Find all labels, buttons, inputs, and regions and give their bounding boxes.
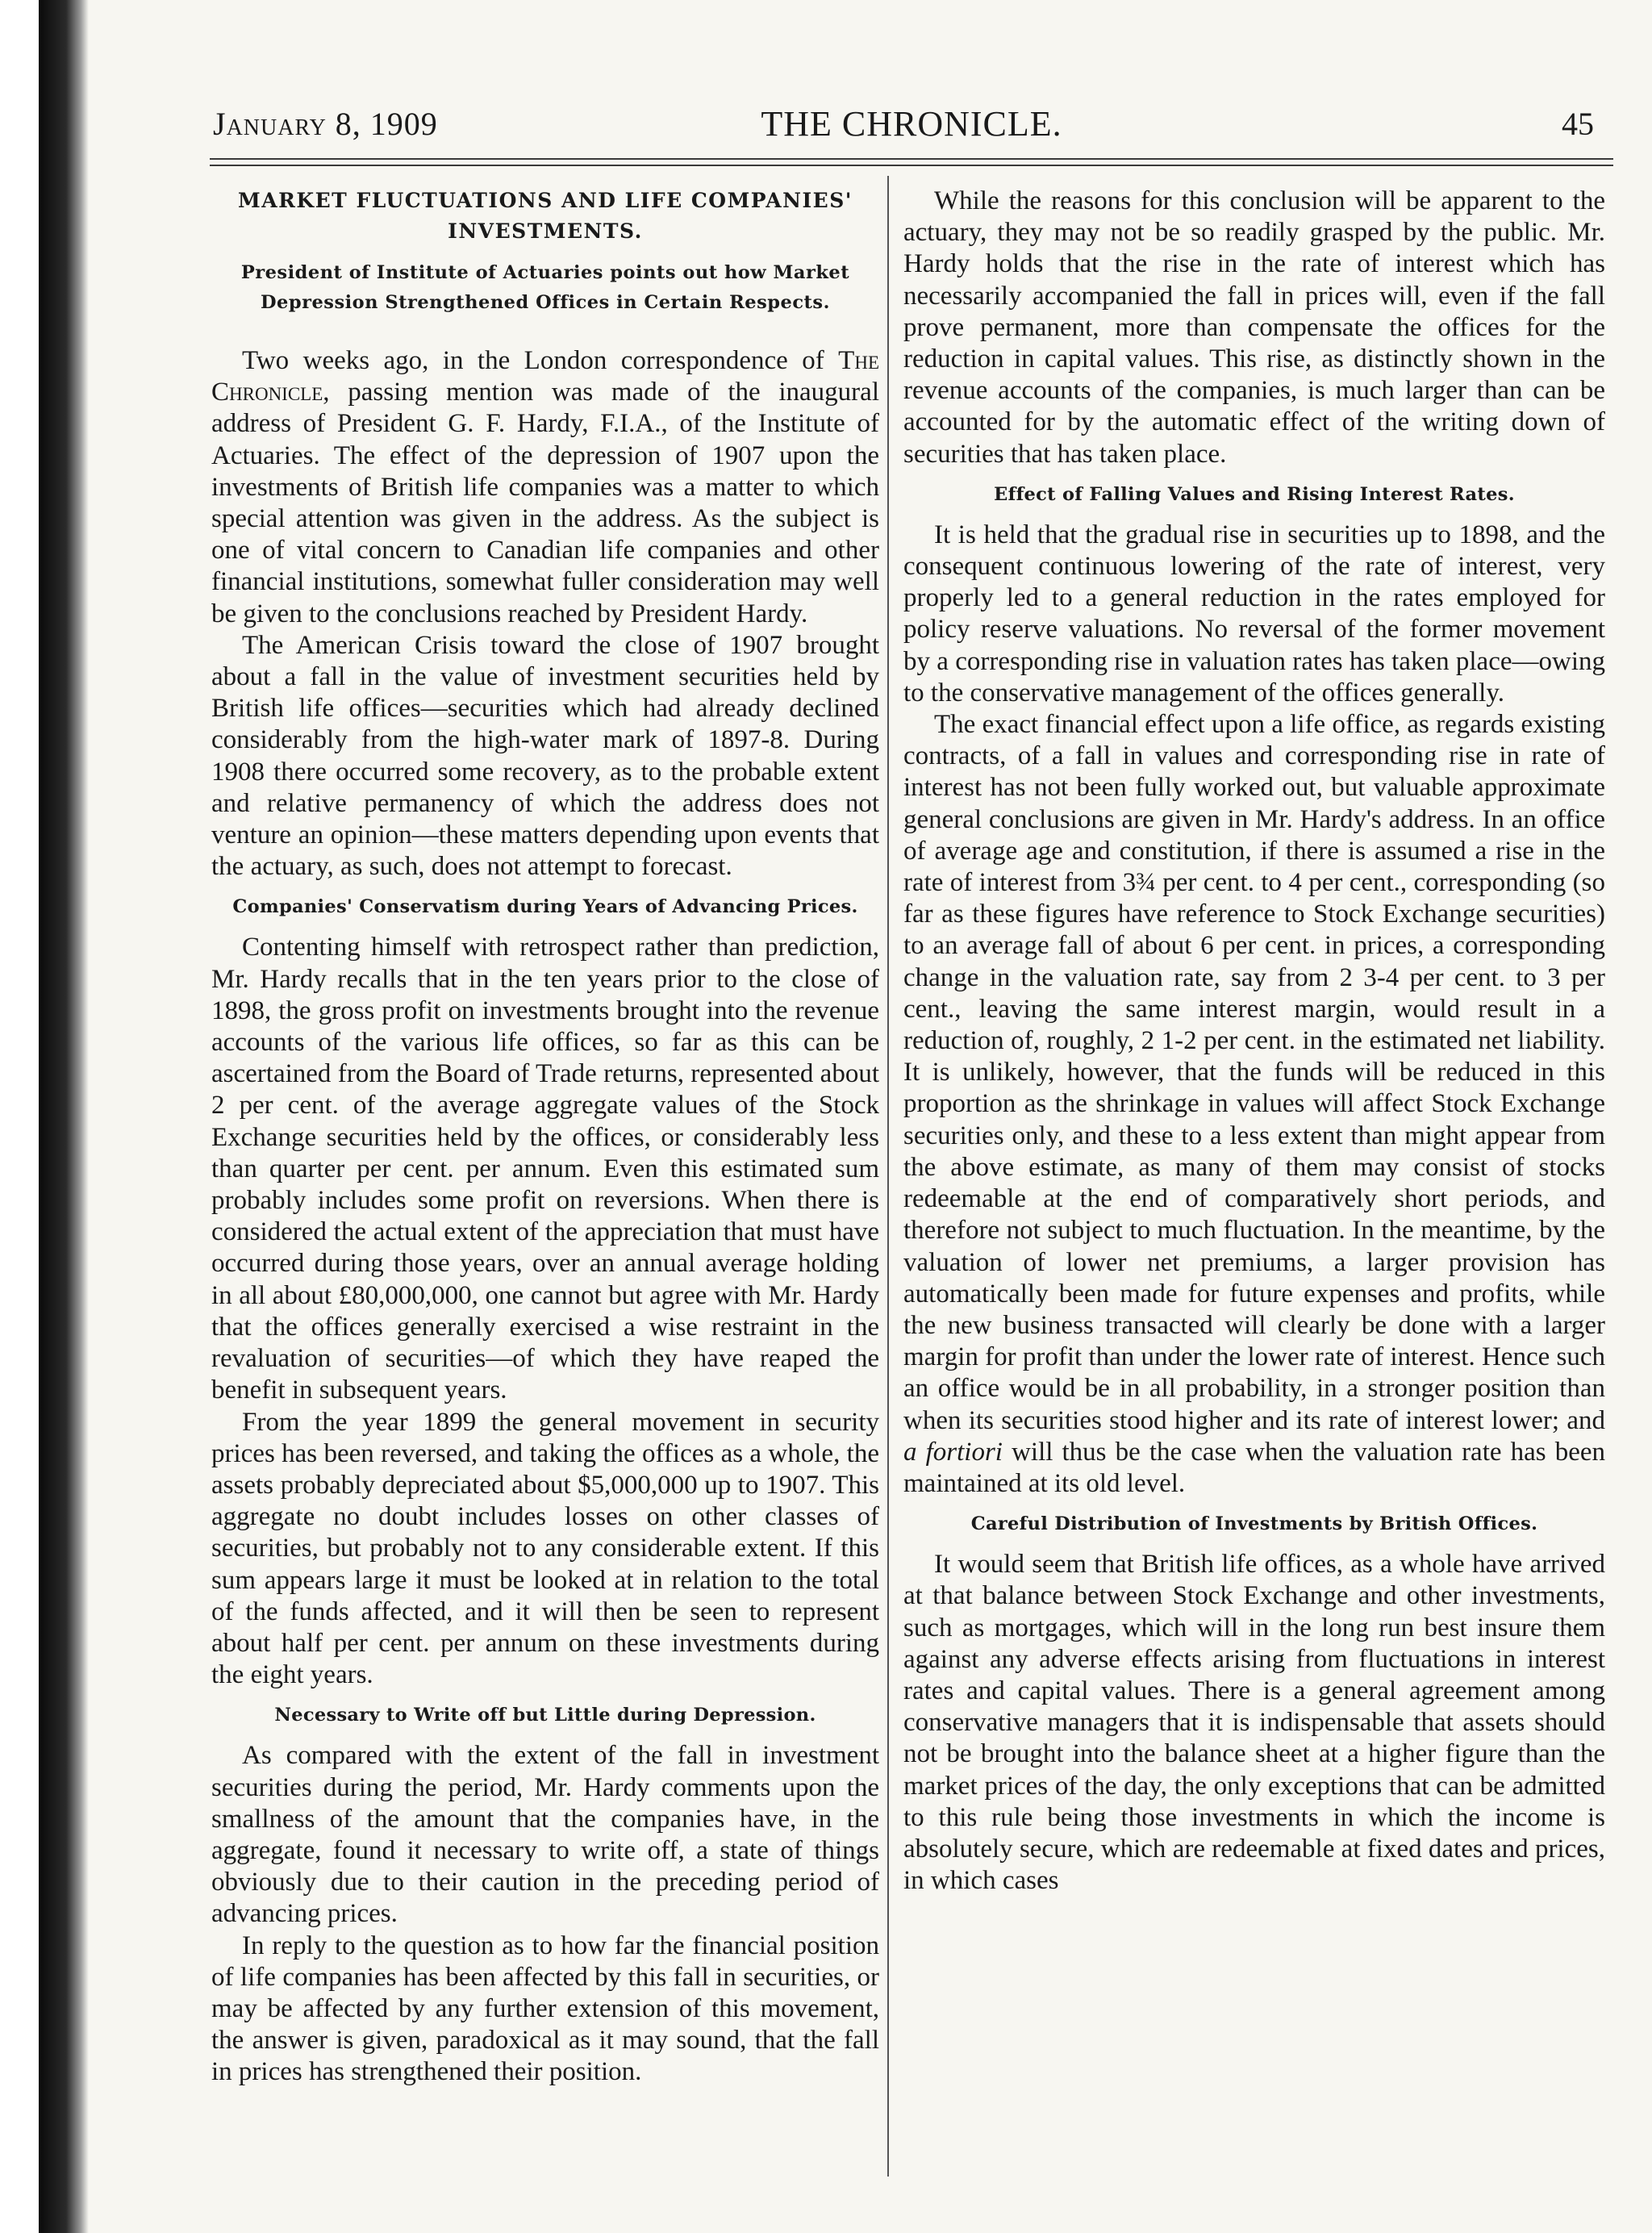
paragraph-2: The American Crisis toward the close of 1907 brought about a fall in the value of investment securities held by British life offices—securities which had already declined considerably from the high-water mark of 1897-8. During 1908 there occurred some recovery, as to the probable extent and relative permanency of which the address does not venture an opinion—these matters depending upon events that the actuary, as such, does not attempt to forecast. — [211, 630, 879, 882]
paragraph-9-end: will thus be the case when the valuation rate has been maintained at its old level. — [903, 1437, 1606, 1498]
column-left — [211, 186, 879, 2089]
column-right — [903, 186, 1605, 1897]
paragraph-1-start: Two weeks ago, in the London correspondence of — [242, 346, 839, 375]
paragraph-3: Contenting himself with retrospect rather than prediction, Mr. Hardy recalls that in the ten years prior to the close of 1898, the gross profit on investments brought into the revenue accounts of the various life offices, so far as this can be ascertained from the Board of Trade returns, represented about 2 per cent. of the average aggregate values of the Stock Exchange securities held by the offices, or considerably less than quarter per cent. per annum. Even this estimated sum probably includes some profit on reversions. When there is considered the actual extent of the appreciation that must have occurred during those years, over an annual average holding in all about £80,000,000, one cannot but agree with Mr. Hardy that the offices generally exercised a wise restraint in the revaluation of securities—of which they have reaped the benefit in subsequent years. — [211, 933, 879, 1405]
spacer — [211, 318, 879, 345]
paragraph-10: It would seem that British life offices, as a whole have arrived at that balance between Stock Exchange and other investments, such as mortgages, which will in the long run best insure them against any adverse effects arising from fluctuations in interest rates and capital values. There is a general agreement among conservative managers that it is indispensable that assets should not be brought into the balance sheet at a higher figure than the market prices of the day, the only exceptions that can be admitted to this rule being those investments in which the income is absolutely secure, which are redeemable at fixed dates and prices, in which cases — [903, 1550, 1605, 1896]
publication-title: THE CHRONICLE. — [761, 104, 1062, 144]
article-subtitle: President of Institute of Actuaries points out how Market Depression Strengthened Offices in Certain Respects. — [240, 262, 850, 313]
section-heading-conservatism: Companies' Conservatism during Years of Advancing Prices. — [232, 896, 858, 918]
paragraph-7: While the reasons for this conclusion will be apparent to the actuary, they may not be so readily grasped by the public. Mr. Hardy holds that the rise in the rate of interest which has necessarily accompanied the fall in prices will, even if the fall prove permanent, more than compensate the offices for the reduction in capital values. This rise, as distinctly shown in the revenue accounts of the companies, is much larger than can be accounted for by the automatic effect of the writing down of securities that has taken place. — [903, 186, 1605, 469]
page-binding-edge — [39, 0, 89, 2233]
latin-phrase: a fortiori — [903, 1437, 1003, 1467]
section-heading-write-off: Necessary to Write off but Little during Depression. — [274, 1705, 816, 1726]
paragraph-5: As compared with the extent of the fall in investment securities during the period, Mr. Hardy comments upon the smallness of the amount that the companies have, in the aggregate, found it necessary to write off, a state of things obviously due to their caution in the preceding period of advancing prices. — [211, 1741, 879, 1929]
issue-date: January 8, 1909 — [213, 106, 438, 142]
paragraph-1 — [211, 345, 879, 630]
column-divider — [887, 176, 889, 2177]
page-number: 45 — [1562, 106, 1594, 142]
paragraph-4: From the year 1899 the general movement in security prices has been reversed, and taking the offices as a whole, the assets probably depreciated about $5,000,000 up to 1907. This aggregate no doubt includes losses on other classes of securities, but probably not to any considerable extent. If this sum appears large it must be looked at in relation to the total of the funds affected, and it will then be seen to represent about half per cent. per annum on these investments during the eight years. — [211, 1407, 879, 1690]
paragraph-9 — [903, 709, 1605, 1500]
paragraph-6: In reply to the question as to how far the financial position of life companies has been affected by this fall in securities, or may be affected by any further extension of this movement, the answer is given, paradoxical as it may sound, that the fall in prices has strengthened their position. — [211, 1930, 879, 2087]
paragraph-9-start: The exact financial effect upon a life office, as regards existing contracts, of a fall in values and corresponding rise in rate of interest has not been fully worked out, but valuable approximate general conclusions are given in Mr. Hardy's address. In an office of average age and constitution, if there is assumed a rise in the rate of interest from 3¾ per cent. to 4 per cent., corresponding (so far as these figures have reference to Stock Exchange securities) to an average fall of about 6 per cent. in prices, a corresponding change in the valuation rate, say from 2 3-4 per cent. to 3 per cent., leaving the same interest margin, would result in a reduction of, roughly, 2 1-2 per cent. in the estimated net liability. It is unlikely, however, that the funds will be reduced in this proportion as the shrinkage in values will affect Stock Exchange securities only, and these to a less extent than might appear from the above estimate, as many of them may consist of stocks redeemable at the end of comparatively short periods, and therefore not subject to much fluctuation. In the meantime, by the valuation of lower net premiums, a larger provision has automatically been made for future expenses and profits, while the new business transacted will clearly be done with a larger margin for profit than under the lower rate of interest. Hence such an office would be in all probability, in a stronger position than when its securities stood higher and its rate of interest lower; and — [903, 710, 1605, 1435]
article-title: MARKET FLUCTUATIONS AND LIFE COMPANIES' INVESTMENTS. — [238, 189, 853, 243]
header-rule — [210, 158, 1613, 166]
section-heading-interest-rates: Effect of Falling Values and Rising Interest Rates. — [994, 483, 1515, 505]
newspaper-page — [39, 0, 1652, 2233]
section-heading-distribution: Careful Distribution of Investments by British Offices. — [970, 1513, 1538, 1535]
paragraph-8: It is held that the gradual rise in securities up to 1898, and the consequent continuous lowering of the rate of interest, very properly led to a general reduction in the rates employed for policy reserve valuations. No reversal of the former movement by a corresponding rise in valuation rates has taken place—owing to the conservative management of the offices generally. — [903, 520, 1605, 707]
journal-name: The Chronicle — [211, 346, 879, 407]
page-header — [213, 103, 1610, 152]
paragraph-1-rest: , passing mention was made of the inaugural address of President G. F. Hardy, F.I.A., of the Institute of Actuaries. The effect of the depression of 1907 upon the investments of British life companies was a matter to which special attention was given in the address. As the subject is one of vital concern to Canadian life companies and other financial institutions, somewhat fuller consideration may well be given to the conclusions reached by President Hardy. — [211, 378, 879, 628]
